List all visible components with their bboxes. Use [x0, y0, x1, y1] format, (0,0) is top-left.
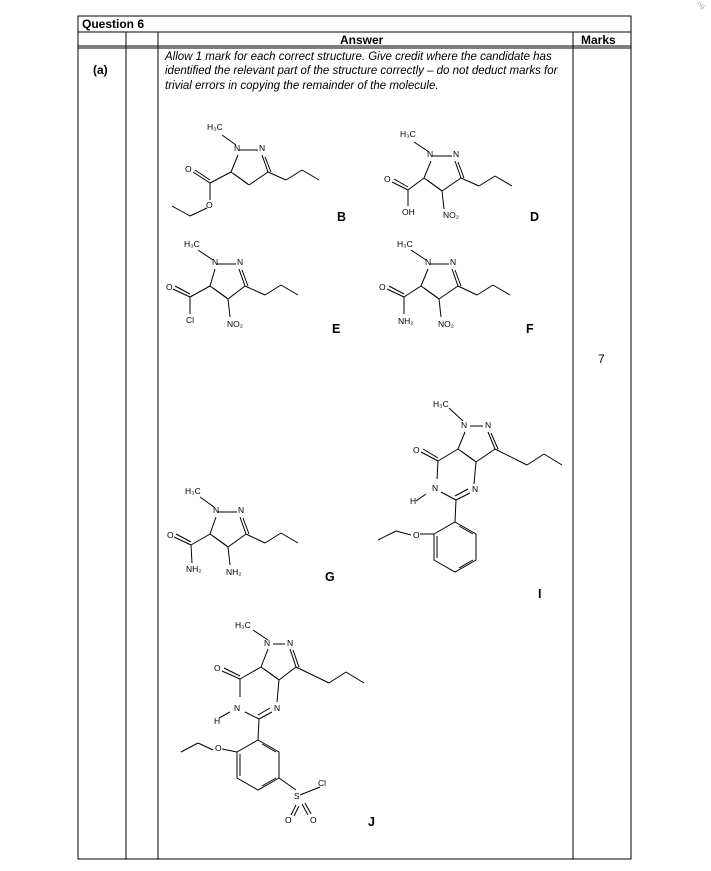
- atom-label: N: [287, 638, 294, 648]
- atom-label: N: [264, 638, 271, 648]
- table-grid: [78, 16, 631, 859]
- atom-label: O: [185, 164, 192, 174]
- corner-watermark: ng: [695, 0, 707, 11]
- mark-value: 7: [598, 352, 605, 366]
- atom-label: NH₂: [398, 316, 414, 326]
- atom-label: O: [310, 815, 317, 825]
- atom-label: N: [212, 257, 219, 267]
- structure-g-bonds: [174, 497, 298, 565]
- structure-e-bonds: [173, 250, 298, 317]
- atom-label: OH: [402, 207, 415, 217]
- structure-label: J: [368, 815, 375, 829]
- structure-label: I: [538, 587, 542, 601]
- atom-label: O: [215, 743, 222, 753]
- atom-label: N: [485, 420, 492, 430]
- atom-label: N: [234, 143, 241, 153]
- structure-d-bonds: [392, 142, 512, 209]
- atom-label: H₃C: [400, 129, 416, 139]
- atom-label: O: [413, 530, 420, 540]
- atom-label: N: [274, 703, 281, 713]
- atom-label: O: [214, 663, 221, 673]
- atom-label: H₃C: [397, 239, 413, 249]
- atom-label: NH₂: [186, 564, 202, 574]
- atom-label: H₃C: [185, 486, 201, 496]
- atom-label: H₃C: [433, 399, 449, 409]
- question-title: Question 6: [82, 17, 145, 31]
- atom-label: O: [167, 530, 174, 540]
- structure-label: E: [332, 322, 341, 336]
- atom-label: H₃C: [184, 239, 200, 249]
- atom-label: O: [413, 445, 420, 455]
- atom-label: O: [379, 282, 386, 292]
- marking-instructions: Allow 1 mark for each correct structure. Give credit where the candidate has identified the relevant part of the structure correctly – do not deduct marks for trivial errors in copying the remainder of the molecule.: [165, 51, 558, 92]
- structure-b-bonds: [172, 135, 319, 216]
- atom-label: N: [237, 257, 244, 267]
- atom-label: N: [259, 143, 266, 153]
- structure-j-bonds: [181, 630, 364, 816]
- atom-label: O: [206, 200, 213, 210]
- atom-label: Cl: [318, 778, 327, 788]
- atom-label: O: [285, 815, 292, 825]
- atom-label: N: [234, 703, 241, 713]
- atom-label: O: [384, 174, 391, 184]
- structure-f-bonds: [387, 250, 510, 317]
- structure-label: B: [337, 210, 347, 224]
- atom-label: H: [214, 716, 221, 726]
- atom-label: N: [453, 149, 460, 159]
- marks-column-header: Marks: [581, 33, 616, 47]
- atom-label: NO₂: [443, 210, 460, 220]
- atom-label: S: [294, 791, 300, 801]
- atom-label: H₃C: [207, 122, 223, 132]
- atom-label: N: [238, 505, 245, 515]
- part-label: (a): [93, 63, 108, 77]
- atom-label: O: [166, 282, 173, 292]
- atom-label: H: [410, 496, 417, 506]
- structure-label: F: [526, 322, 534, 336]
- atom-label: NO₂: [438, 319, 455, 329]
- structure-i-bonds: [378, 408, 562, 572]
- structure-label: D: [530, 210, 540, 224]
- atom-label: N: [425, 257, 432, 267]
- answer-column-header: Answer: [340, 33, 384, 47]
- atom-label: N: [450, 257, 457, 267]
- structure-label: G: [325, 570, 335, 584]
- atom-label: NO₂: [227, 319, 244, 329]
- atom-label: N: [461, 420, 468, 430]
- atom-label: N: [472, 484, 479, 494]
- atom-label: N: [427, 149, 434, 159]
- atom-label: Cl: [186, 315, 195, 325]
- atom-label: N: [213, 505, 220, 515]
- atom-label: NH₂: [226, 567, 242, 577]
- atom-label: N: [432, 483, 439, 493]
- atom-label: H₃C: [235, 620, 251, 630]
